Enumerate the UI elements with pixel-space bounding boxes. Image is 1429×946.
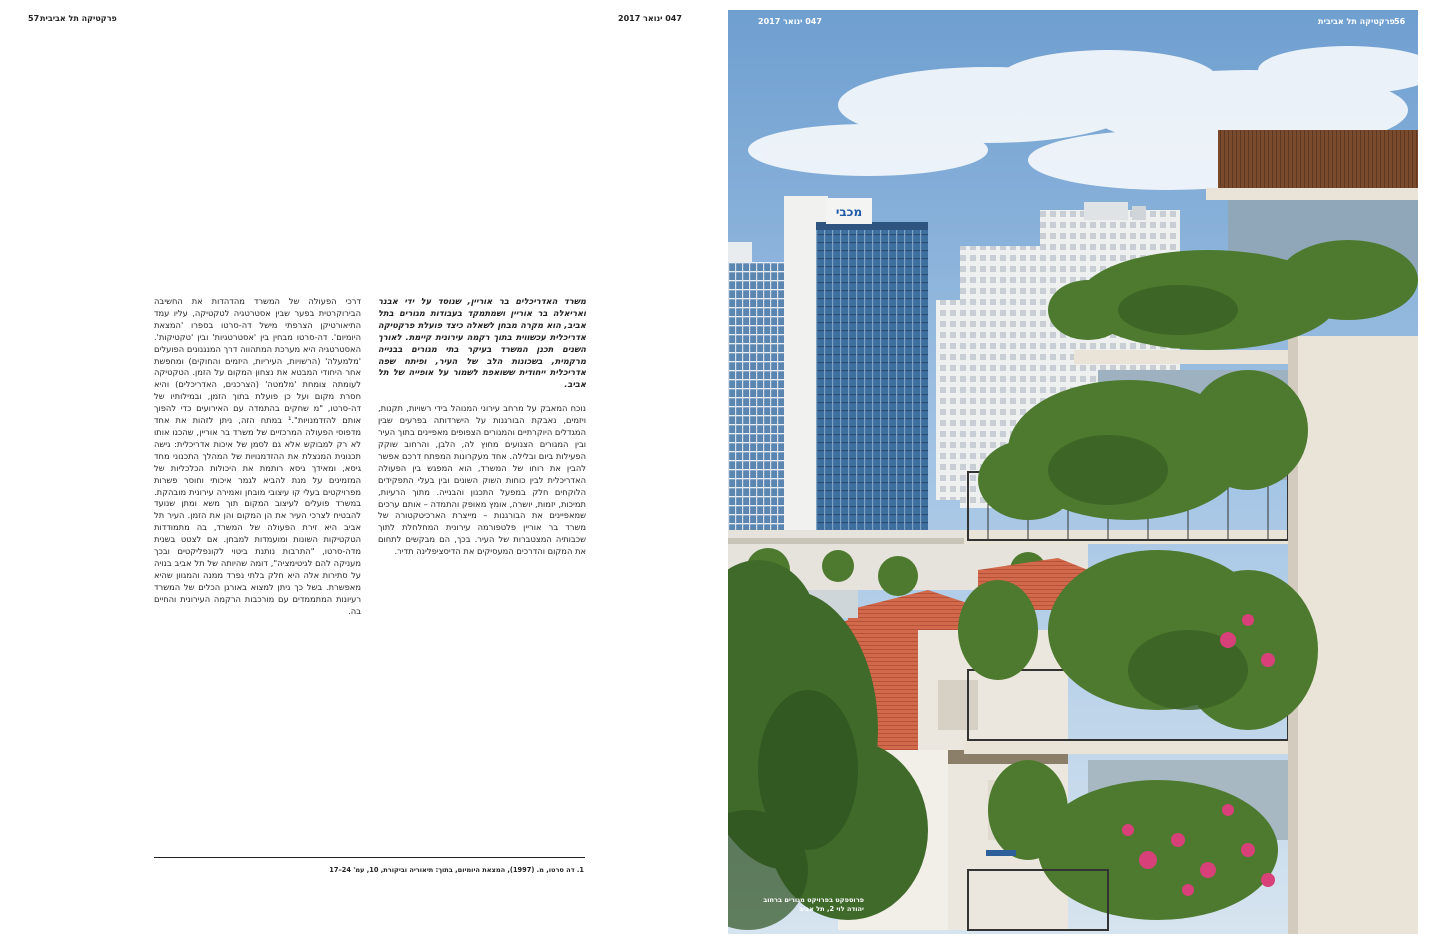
photo-section-title: פרקטיקה תל אביבית [1318, 17, 1395, 26]
photo-illustration [728, 10, 1418, 934]
left-section-title: פרקטיקה תל אביבית [40, 14, 117, 23]
article-body-left: דרכי הפעולה של המשרד מהדהדות את החשיבה הבירוקרטית בפער שבין אסטרטגיה לטקטיקה, עליו עמד התיאורטיקן הצרפתי מישל דה-סרטו בספרו 'המצאת היומיום'. דה-סרטו מבחין בין 'אסטרטגיות' ובין 'טקטיקות'. האסטרטגיה היא מערכת המתהווה דרך המנגנונים הפועלים 'מלמעלה' (הרשויות, העיריות, היזמים והחוקים) ומחפשת אחר היחודי המבטא את נצחון המקום על הזמן. הטקטיקה לעומתה צומחת 'מלמטה' (הצרכנים, האדריכלים) והיא חסרת מקום ועל כן פועלת בתוך הזמן, ובמילותיו של דה-סרטו, "מ שחקים בהתמדה עם האירועים כדי להפוך אותם להזדמנויות".¹ במתח הזה, ניתן לזהות את אחד מדפוסי הפעולה המרכזיים של משרד בר אוריין, שהכנו אותו לא רק למבוקש אלא גם לסמן של איכות אדריכלית: גישה תכנונית המנצלת את ההזדמנויות של המהלך התכנוני מחד גיסא, ומאידך גיסא רותמת את היכולות הכלכליות של המזמינים על מנת להביא לגמר איכותי וחוסר פשרות מפרויקטים בעלי קו עיצובי מובחן ואמירה עירונית מובהקת. במשרד פועלים לעיצוב המקום תוך משא ומתן שנועד להבטיח לצרכי העיר את הן המקום והן את הזמן. העיר תל אביב היא זירת הפעולה של המשרד, בה מתמודדות הטקטיקות השונות ומועמדות למבחן. אם לצטט בשנית מדה-סרטו, "התרבות נותנת ביטוי לקונפליקטים ובכך מעניקה להם לגיטימציה", דומה שהיותה של תל אביב בנויה על סתירות אלה היא חלק בלתי נפרד ממנה והמגוון שהיא מאפשרת. בשל כך ניתן למצוא באורגן הכלים של המשרד רעיונות המתממדים עם מורכבות הרקמה העירונית והחיים בה. [154, 296, 361, 616]
article-body-right: נוכח המאבק על מרחב עירוני המנוהל בידי רשויות, תקנות, ויזמים, נאבקת הבורגנות על הישרדותה בפרעים שבין המגדלים היוקרתיים והמגורים הצפופים מאפיינים בתוך העיר ובין המגורים הצנועים מחוץ לה, הלבן, והרחוב שוקק הפעילות ביום ובלילה. אחד מעקרונות המפתח דרכם אפשר להבין את רוחו של המשרד, הוא המפגש בין הפעולה האדריכלית לבין כוחות השוק השונים ובין בעלי התפקידים הלוקחים חלק במפעל התכנון והבנייה. מתוך הרעיות, תמיכות, יזמות, יושרה, אומץ מאופק והתמדה – אותם ערכים שמאפיינים את הבורגנות – מייצרת הארכיטקטורה של משרד בר אוריין פלטפורמה עירונית המחלחלת לתוך שכבותיה המצטברות של העיר. בכך, הם מבקשים לתחום את המקום והדרכים המעסיקים את הדיסציפלינה תדיר. [378, 403, 586, 557]
photo-issue-label: 047 ינואר 2017 [758, 17, 822, 26]
footnote-divider [154, 857, 585, 858]
maccabi-sign: מכבי [835, 205, 863, 219]
article-column-right [378, 296, 586, 558]
left-issue-label: 047 ינואר 2017 [618, 14, 682, 23]
architecture-photo [728, 10, 1418, 934]
photo-caption: פרוספקט בפרויקט מגורים ברחוב יהודה לוי 2, תל אביב [763, 896, 864, 913]
footnote: 1. דה סרטו, מ. (1997), המצאת היומיום, בתוך: תיאוריה וביקורת, 10, עמ' 24–17 [329, 866, 584, 874]
article-column-left [154, 296, 361, 617]
left-page-number: 57 [28, 14, 40, 23]
article-lead: משרד האדריכלים בר אוריין, שנוסד על ידי אבנר ואריאלה בר אוריין ושמתמקד בעבודות מגורים בתל אביב, הוא מקרה מבחן לשאלה כיצד פועלת פרקטיקה אדריכלית עכשווית בתוך רקמה עירונית קיימת. לאורך השנים תכנן המשרד בעיקר בתי מגורים בבנייה מרקמית, בשכונות הלב של העיר, ופיתח שפה אדריכלית ייחודית ששואפת לשמור על אופייה של תל אביב. [378, 296, 586, 390]
photo-page-number: 56 [1394, 17, 1406, 26]
